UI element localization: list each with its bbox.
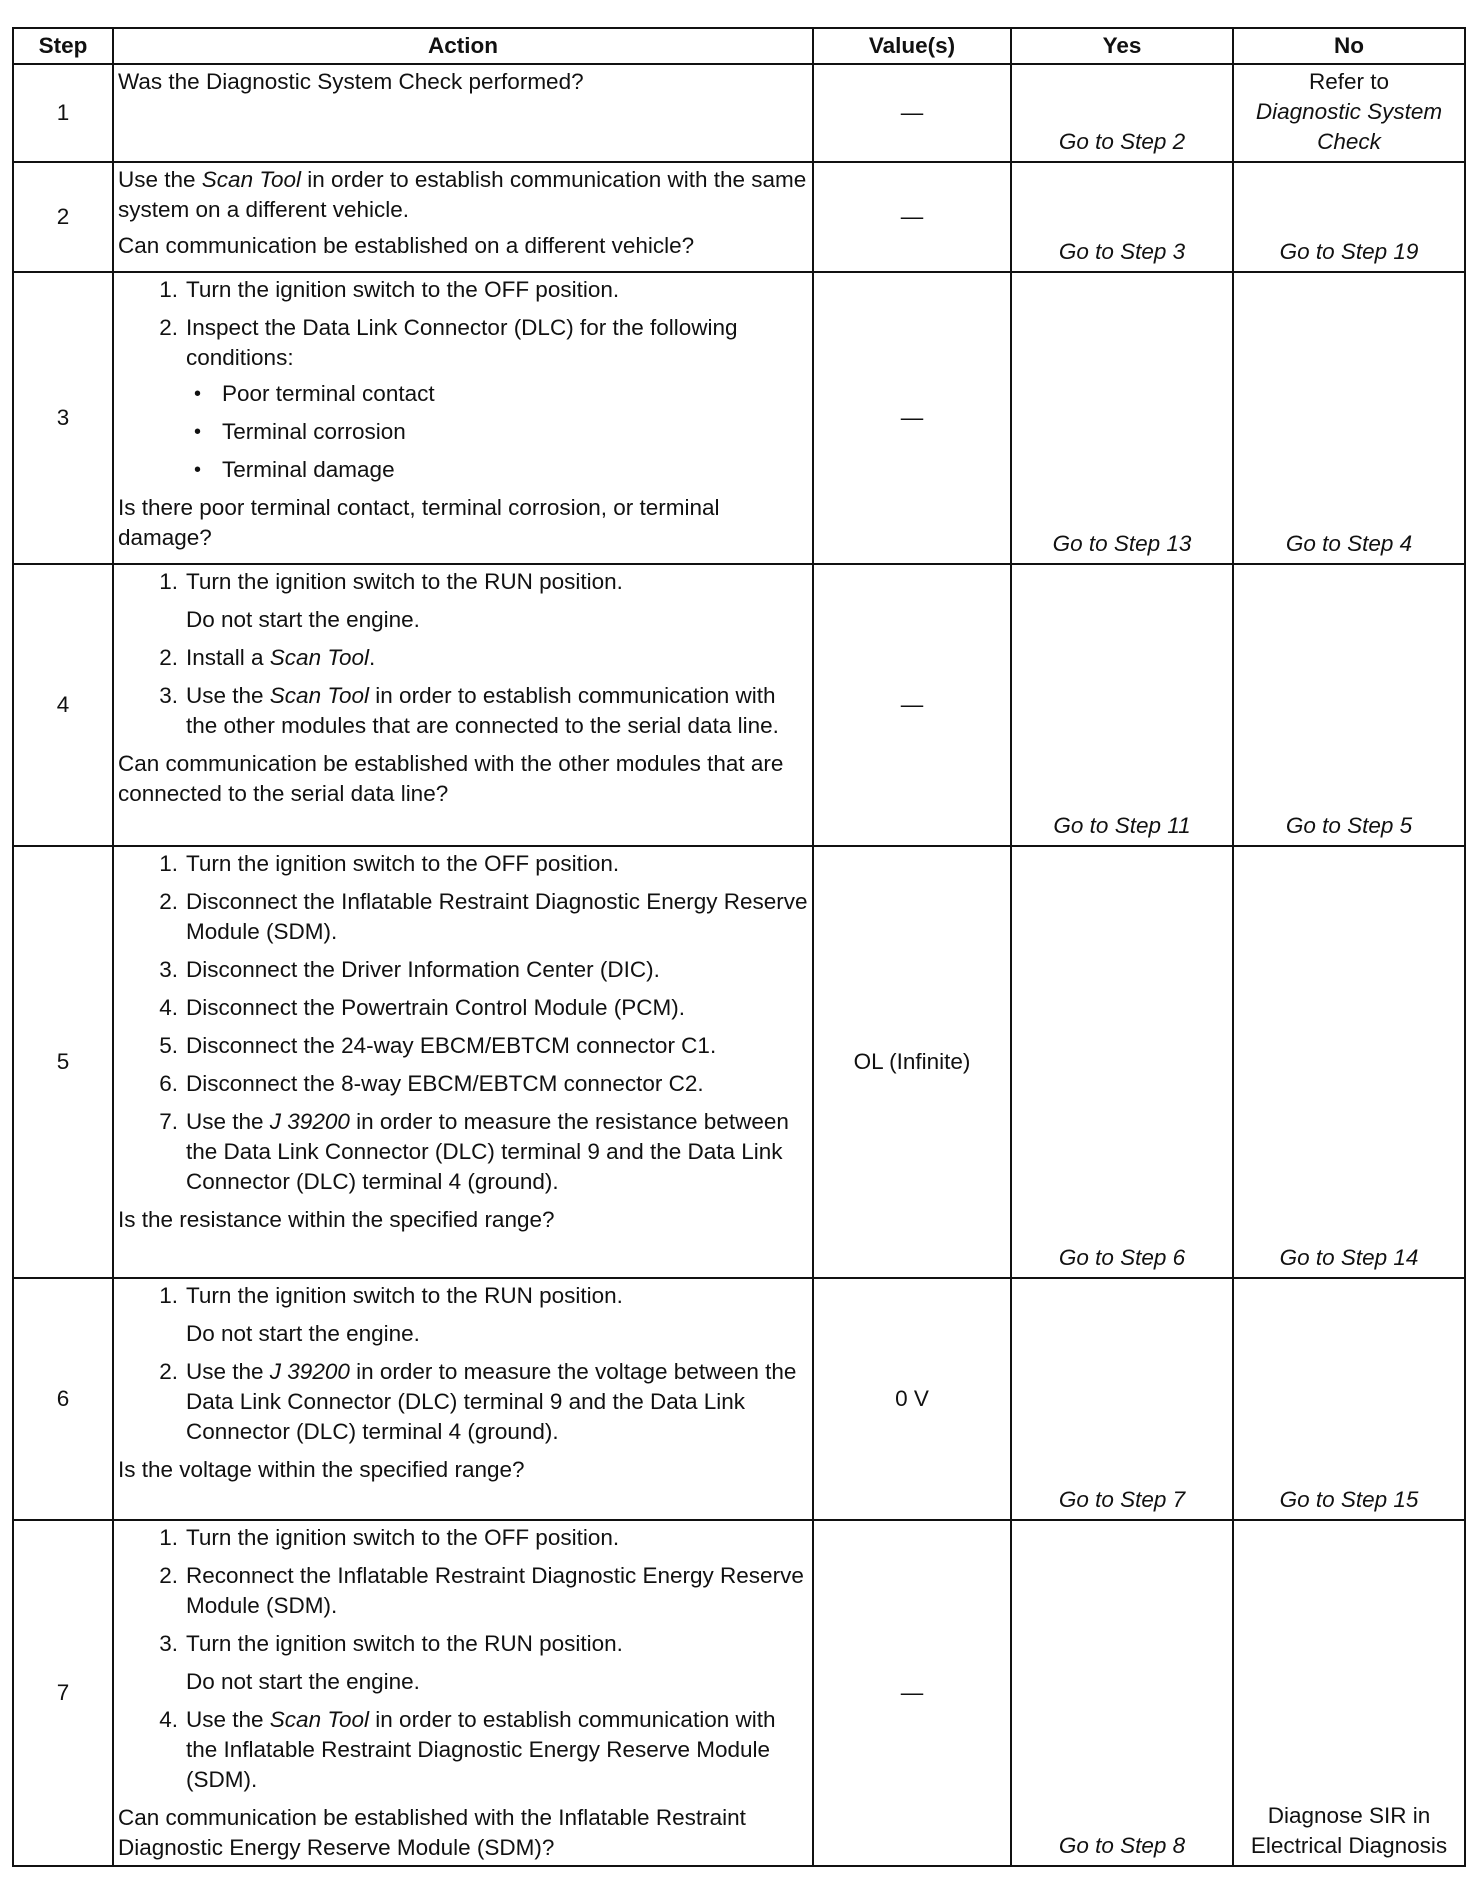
list-item: 1. Turn the ignition switch to the OFF position. xyxy=(159,1525,620,1550)
condition-list xyxy=(118,379,808,485)
list-item: 3. Disconnect the Driver Information Center (DIC). xyxy=(159,957,660,982)
list-item: 7. Use the J 39200 in order to measure the resistance between the Data Link Connector (DLC) terminal 9 and the Data Link Connector (DLC) terminal 4 (ground). xyxy=(159,1109,789,1194)
header-row xyxy=(13,28,1465,64)
table-row xyxy=(13,564,1465,846)
header-step: Step xyxy=(13,28,113,64)
value-cell: — xyxy=(813,64,1011,162)
step-number: 4 xyxy=(13,564,113,846)
action-cell xyxy=(113,846,813,1278)
list-item: 2. Reconnect the Inflatable Restraint Diagnostic Energy Reserve Module (SDM). xyxy=(159,1563,804,1618)
list-item: 1. Turn the ignition switch to the OFF position. xyxy=(159,851,620,876)
header-no: No xyxy=(1233,28,1465,64)
no-cell: Diagnose SIR in Electrical Diagnosis xyxy=(1233,1520,1465,1866)
list-item: 3. Use the Scan Tool in order to establish communication with the other modules that are connected to the serial data line. xyxy=(159,683,779,738)
header-action: Action xyxy=(113,28,813,64)
question-text: Can communication be established with the Inflatable Restraint Diagnostic Energy Reserve Module (SDM)? xyxy=(118,1805,746,1860)
question-text: Is the resistance within the specified range? xyxy=(118,1207,555,1232)
value-cell: — xyxy=(813,1520,1011,1866)
no-cell xyxy=(1233,64,1465,162)
yes-cell: Go to Step 11 xyxy=(1011,564,1233,846)
table-row xyxy=(13,64,1465,162)
step-number: 1 xyxy=(13,64,113,162)
table-row xyxy=(13,1520,1465,1866)
list-item: 5. Disconnect the 24-way EBCM/EBTCM connector C1. xyxy=(159,1033,717,1058)
action-cell xyxy=(113,1278,813,1520)
value-cell: — xyxy=(813,564,1011,846)
instruction-list xyxy=(118,567,808,741)
instruction-list xyxy=(118,1281,808,1447)
bullet-item: • Terminal corrosion xyxy=(118,417,808,447)
question-text: Is the voltage within the specified range? xyxy=(118,1457,525,1482)
list-item: 1. Turn the ignition switch to the RUN position. Do not start the engine. xyxy=(159,569,623,632)
question-text: Is there poor terminal contact, terminal corrosion, or terminal damage? xyxy=(118,495,720,550)
value-cell: OL (Infinite) xyxy=(813,846,1011,1278)
question-text: Was the Diagnostic System Check performed? xyxy=(118,69,584,94)
table-row xyxy=(13,162,1465,272)
yes-cell: Go to Step 13 xyxy=(1011,272,1233,564)
step-number: 2 xyxy=(13,162,113,272)
action-cell xyxy=(113,564,813,846)
question-text: Can communication be established on a different vehicle? xyxy=(118,233,695,258)
header-values: Value(s) xyxy=(813,28,1011,64)
no-prefix: Refer to xyxy=(1308,69,1390,94)
step-number: 6 xyxy=(13,1278,113,1520)
value-cell: — xyxy=(813,162,1011,272)
yes-cell: Go to Step 3 xyxy=(1011,162,1233,272)
bullet-item: • Poor terminal contact xyxy=(118,379,808,409)
list-item: 4. Disconnect the Powertrain Control Module (PCM). xyxy=(159,995,685,1020)
action-cell xyxy=(113,64,813,162)
yes-cell: Go to Step 6 xyxy=(1011,846,1233,1278)
action-cell xyxy=(113,272,813,564)
table-row xyxy=(13,846,1465,1278)
list-item: 6. Disconnect the 8-way EBCM/EBTCM connector C2. xyxy=(159,1071,704,1096)
list-item: 2. Inspect the Data Link Connector (DLC) for the following conditions: xyxy=(159,315,738,370)
no-cell: Go to Step 15 xyxy=(1233,1278,1465,1520)
bullet-item: • Terminal damage xyxy=(118,455,808,485)
instruction-list xyxy=(118,849,808,1197)
instruction-list xyxy=(118,1523,808,1795)
list-item: 4. Use the Scan Tool in order to establish communication with the Inflatable Restraint Diagnostic Energy Reserve Module (SDM). xyxy=(159,1707,776,1792)
diagnostic-table xyxy=(12,27,1466,1867)
yes-cell: Go to Step 2 xyxy=(1011,64,1233,162)
no-link: Diagnostic System Check xyxy=(1255,99,1443,154)
value-cell: — xyxy=(813,272,1011,564)
table-row xyxy=(13,272,1465,564)
list-item: 2. Disconnect the Inflatable Restraint Diagnostic Energy Reserve Module (SDM). xyxy=(159,889,808,944)
header-yes: Yes xyxy=(1011,28,1233,64)
action-cell xyxy=(113,162,813,272)
question-text: Can communication be established with the other modules that are connected to the serial data line? xyxy=(118,751,784,806)
list-item: 1. Turn the ignition switch to the OFF position. xyxy=(159,277,620,302)
action-cell xyxy=(113,1520,813,1866)
yes-cell: Go to Step 8 xyxy=(1011,1520,1233,1866)
no-cell: Go to Step 14 xyxy=(1233,846,1465,1278)
value-cell: 0 V xyxy=(813,1278,1011,1520)
step-number: 7 xyxy=(13,1520,113,1866)
step-number: 3 xyxy=(13,272,113,564)
list-item: 2. Install a Scan Tool. xyxy=(159,645,376,670)
table-row xyxy=(13,1278,1465,1520)
instruction-list xyxy=(118,275,808,373)
list-item: 3. Turn the ignition switch to the RUN position. Do not start the engine. xyxy=(159,1631,623,1694)
no-cell: Go to Step 4 xyxy=(1233,272,1465,564)
step-number: 5 xyxy=(13,846,113,1278)
yes-cell: Go to Step 7 xyxy=(1011,1278,1233,1520)
list-item: 1. Turn the ignition switch to the RUN position. Do not start the engine. xyxy=(159,1283,623,1346)
list-item: 2. Use the J 39200 in order to measure the voltage between the Data Link Connector (DLC) terminal 9 and the Data Link Connector (DLC) terminal 4 (ground). xyxy=(159,1359,797,1444)
intro-text: Use the Scan Tool in order to establish communication with the same system on a different vehicle. xyxy=(118,167,807,222)
no-cell: Go to Step 19 xyxy=(1233,162,1465,272)
no-cell: Go to Step 5 xyxy=(1233,564,1465,846)
